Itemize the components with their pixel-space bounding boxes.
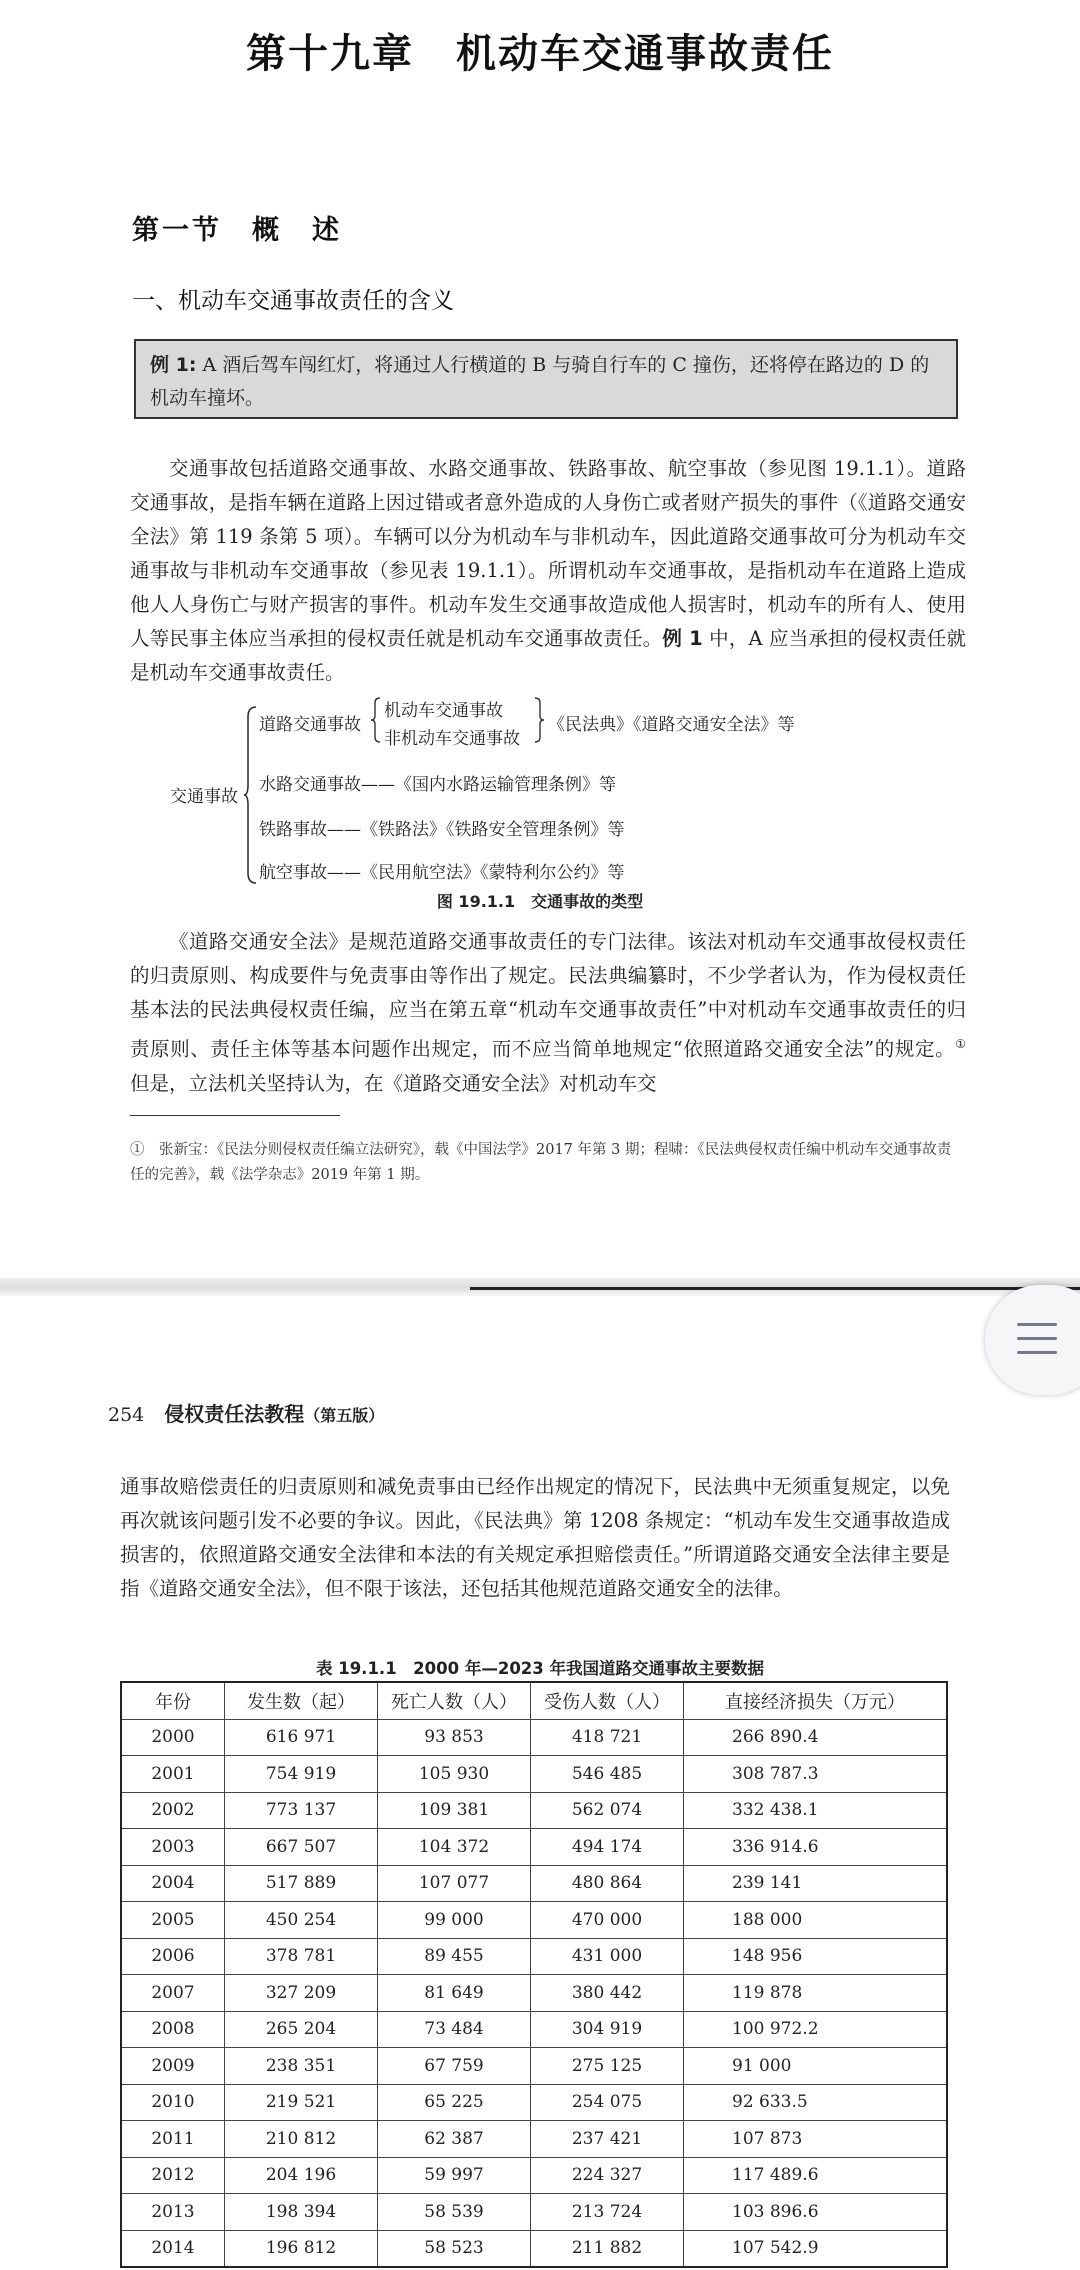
cell-injuries: 431 000 xyxy=(531,1938,684,1975)
table-row xyxy=(121,1792,947,1829)
page-number: 254 xyxy=(108,1404,145,1426)
cell-injuries: 304 919 xyxy=(531,2011,684,2048)
cell-year: 2009 xyxy=(121,2048,225,2085)
cell-count: 450 254 xyxy=(225,1902,378,1939)
cell-count: 378 781 xyxy=(225,1938,378,1975)
table-row xyxy=(121,2230,947,2267)
laws-brace-icon xyxy=(534,697,544,743)
cell-count: 667 507 xyxy=(225,1829,378,1866)
cell-injuries: 380 442 xyxy=(531,1975,684,2012)
cell-count: 210 812 xyxy=(225,2121,378,2158)
menu-handle-button[interactable] xyxy=(985,1285,1080,1395)
cell-loss: 148 956 xyxy=(684,1938,948,1975)
cell-deaths: 58 523 xyxy=(378,2230,531,2267)
cell-deaths: 99 000 xyxy=(378,1902,531,1939)
paragraph-2-text: 《道路交通安全法》是规范道路交通事故责任的专门法律。该法对机动车交通事故侵权责任的归责原则、构成要件与免责事由等作出了规定。民法典编纂时，不少学者认为，作为侵权责任基本法的民法典侵权责任编，应当在第五章“机动车交通事故责任”中对机动车交通事故责任的归责原则、责任主体等基本问题作出规定，而不应当简单地规定“依照道路交通安全法”的规定。 xyxy=(130,930,966,1061)
paragraph-2 xyxy=(130,925,966,1101)
cell-year: 2007 xyxy=(121,1975,225,2012)
table-row xyxy=(121,1865,947,1902)
cell-loss: 117 489.6 xyxy=(684,2157,948,2194)
table-row xyxy=(121,2084,947,2121)
diagram-road: 道路交通事故 xyxy=(259,715,361,735)
cell-count: 773 137 xyxy=(225,1792,378,1829)
cell-year: 2001 xyxy=(121,1756,225,1793)
cell-injuries: 237 421 xyxy=(531,2121,684,2158)
cell-loss: 239 141 xyxy=(684,1865,948,1902)
diagram-rail: 铁路事故——《铁路法》《铁路安全管理条例》等 xyxy=(259,820,625,840)
menu-icon-line xyxy=(1017,1323,1057,1326)
cell-loss: 119 878 xyxy=(684,1975,948,2012)
example-ref: 例 1 xyxy=(662,627,703,650)
cell-injuries: 562 074 xyxy=(531,1792,684,1829)
cell-deaths: 81 649 xyxy=(378,1975,531,2012)
cell-loss: 91 000 xyxy=(684,2048,948,2085)
cell-deaths: 65 225 xyxy=(378,2084,531,2121)
table-row xyxy=(121,2157,947,2194)
cell-loss: 103 896.6 xyxy=(684,2194,948,2231)
cell-loss: 332 438.1 xyxy=(684,1792,948,1829)
cell-year: 2002 xyxy=(121,1792,225,1829)
road-brace-icon xyxy=(371,697,381,743)
footnote-divider xyxy=(130,1115,340,1116)
cell-injuries: 275 125 xyxy=(531,2048,684,2085)
cell-loss: 266 890.4 xyxy=(684,1719,948,1756)
cell-injuries: 546 485 xyxy=(531,1756,684,1793)
header-loss: 直接经济损失（万元） xyxy=(684,1682,948,1719)
diagram-nonmotor: 非机动车交通事故 xyxy=(384,729,520,749)
paragraph-3 xyxy=(120,1470,950,1606)
cell-injuries: 470 000 xyxy=(531,1902,684,1939)
diagram-air: 航空事故——《民用航空法》《蒙特利尔公约》等 xyxy=(259,863,625,883)
table-caption: 表 19.1.1 2000 年—2023 年我国道路交通事故主要数据 xyxy=(315,1659,765,1678)
header-injuries: 受伤人数（人） xyxy=(531,1682,684,1719)
cell-count: 517 889 xyxy=(225,1865,378,1902)
paragraph-3-text: 通事故赔偿责任的归责原则和减免责事由已经作出规定的情况下，民法典中无须重复规定，以免再次就该问题引发不必要的争议。因此，《民法典》第 1208 条规定：“机动车发生交通事故造成损害的，依照道路交通安全法律和本法的有关规定承担赔偿责任。”所谓道路交通安全法律主要是指《道路交通安全法》，但不限于该法，还包括其他规范道路交通安全的法律。 xyxy=(120,1475,950,1600)
paragraph-1-text: 交通事故包括道路交通事故、水路交通事故、铁路事故、航空事故（参见图 19.1.1）。道路交通事故，是指车辆在道路上因过错或者意外造成的人身伤亡或者财产损失的事件（《道路交通安全法》第 119 条第 5 项）。车辆可以分为机动车与非机动车，因此道路交通事故可分为机动车交通事故与非机动车交通事故（参见表 19.1.1）。所谓机动车交通事故，是指机动车在道路上造成他人人身伤亡与财产损害的事件。机动车发生交通事故造成他人损害时，机动车的所有人、使用人等民事主体应当承担的侵权责任就是机动车交通事故责任。 xyxy=(130,457,966,650)
subsection-title: 一、机动车交通事故责任的含义 xyxy=(132,288,454,314)
cell-year: 2003 xyxy=(121,1829,225,1866)
menu-icon-line xyxy=(1017,1351,1057,1354)
table-row xyxy=(121,1975,947,2012)
menu-icon-line xyxy=(1017,1337,1057,1340)
header-count: 发生数（起） xyxy=(225,1682,378,1719)
cell-loss: 92 633.5 xyxy=(684,2084,948,2121)
diagram-root: 交通事故 xyxy=(170,787,238,807)
cell-deaths: 62 387 xyxy=(378,2121,531,2158)
paragraph-1-tail: 中，A 应当承担的侵权责任就是机动车交通事故责任。 xyxy=(130,627,966,684)
table-header-row xyxy=(121,1682,947,1719)
example-text: A 酒后驾车闯红灯，将通过人行横道的 B 与骑自行车的 C 撞伤，还将停在路边的 D 的机动车撞坏。 xyxy=(150,354,930,409)
cell-count: 198 394 xyxy=(225,2194,378,2231)
cell-year: 2005 xyxy=(121,1902,225,1939)
footnote-ref[interactable]: ① xyxy=(955,1037,966,1051)
cell-injuries: 211 882 xyxy=(531,2230,684,2267)
table-body xyxy=(121,1719,947,2267)
cell-injuries: 480 864 xyxy=(531,1865,684,1902)
edition: （第五版） xyxy=(304,1406,385,1425)
cell-injuries: 224 327 xyxy=(531,2157,684,2194)
table-row xyxy=(121,2121,947,2158)
table-row xyxy=(121,1756,947,1793)
cell-count: 265 204 xyxy=(225,2011,378,2048)
table-row xyxy=(121,1938,947,1975)
cell-count: 327 209 xyxy=(225,1975,378,2012)
cell-year: 2006 xyxy=(121,1938,225,1975)
diagram-road-laws: 《民法典》《道路交通安全法》等 xyxy=(548,715,795,735)
cell-deaths: 73 484 xyxy=(378,2011,531,2048)
cell-deaths: 58 539 xyxy=(378,2194,531,2231)
cell-deaths: 89 455 xyxy=(378,1938,531,1975)
table-row xyxy=(121,1719,947,1756)
table-row xyxy=(121,2011,947,2048)
cell-count: 754 919 xyxy=(225,1756,378,1793)
footnote: ① 张新宝：《民法分则侵权责任编立法研究》，载《中国法学》2017 年第 3 期；程啸：《民法典侵权责任编中机动车交通事故责任的完善》，载《法学杂志》2019 年第 1 期。 xyxy=(130,1142,952,1183)
cell-injuries: 494 174 xyxy=(531,1829,684,1866)
cell-deaths: 104 372 xyxy=(378,1829,531,1866)
cell-deaths: 105 930 xyxy=(378,1756,531,1793)
cell-deaths: 107 077 xyxy=(378,1865,531,1902)
cell-year: 2004 xyxy=(121,1865,225,1902)
root-brace-icon xyxy=(244,705,258,885)
accident-data-table xyxy=(120,1681,948,2268)
cell-deaths: 93 853 xyxy=(378,1719,531,1756)
table-row xyxy=(121,2194,947,2231)
example-box xyxy=(134,339,958,419)
header-year: 年份 xyxy=(121,1682,225,1719)
running-header xyxy=(108,1398,384,1427)
cell-loss: 336 914.6 xyxy=(684,1829,948,1866)
page-edge xyxy=(470,1287,1080,1290)
cell-year: 2008 xyxy=(121,2011,225,2048)
table-row xyxy=(121,2048,947,2085)
cell-deaths: 109 381 xyxy=(378,1792,531,1829)
cell-loss: 107 873 xyxy=(684,2121,948,2158)
cell-year: 2014 xyxy=(121,2230,225,2267)
table-row xyxy=(121,1829,947,1866)
header-deaths: 死亡人数（人） xyxy=(378,1682,531,1719)
cell-count: 616 971 xyxy=(225,1719,378,1756)
cell-count: 238 351 xyxy=(225,2048,378,2085)
cell-loss: 188 000 xyxy=(684,1902,948,1939)
cell-loss: 308 787.3 xyxy=(684,1756,948,1793)
book-title: 侵权责任法教程 xyxy=(164,1402,305,1426)
table-row xyxy=(121,1902,947,1939)
section-title: 第一节 概 述 xyxy=(132,215,342,246)
example-label: 例 1: xyxy=(150,354,197,376)
cell-injuries: 213 724 xyxy=(531,2194,684,2231)
cell-year: 2011 xyxy=(121,2121,225,2158)
diagram-water: 水路交通事故——《国内水路运输管理条例》等 xyxy=(259,775,616,795)
figure-caption: 图 19.1.1 交通事故的类型 xyxy=(436,892,644,911)
cell-deaths: 67 759 xyxy=(378,2048,531,2085)
cell-injuries: 418 721 xyxy=(531,1719,684,1756)
cell-deaths: 59 997 xyxy=(378,2157,531,2194)
cell-count: 204 196 xyxy=(225,2157,378,2194)
cell-count: 219 521 xyxy=(225,2084,378,2121)
diagram-motor: 机动车交通事故 xyxy=(384,701,503,721)
cell-count: 196 812 xyxy=(225,2230,378,2267)
cell-year: 2000 xyxy=(121,1719,225,1756)
cell-year: 2013 xyxy=(121,2194,225,2231)
cell-loss: 107 542.9 xyxy=(684,2230,948,2267)
chapter-title: 第十九章 机动车交通事故责任 xyxy=(246,31,834,77)
cell-year: 2012 xyxy=(121,2157,225,2194)
cell-injuries: 254 075 xyxy=(531,2084,684,2121)
cell-year: 2010 xyxy=(121,2084,225,2121)
paragraph-1 xyxy=(130,452,966,690)
cell-loss: 100 972.2 xyxy=(684,2011,948,2048)
paragraph-2-tail: 但是，立法机关坚持认为，在《道路交通安全法》对机动车交 xyxy=(130,1071,657,1095)
